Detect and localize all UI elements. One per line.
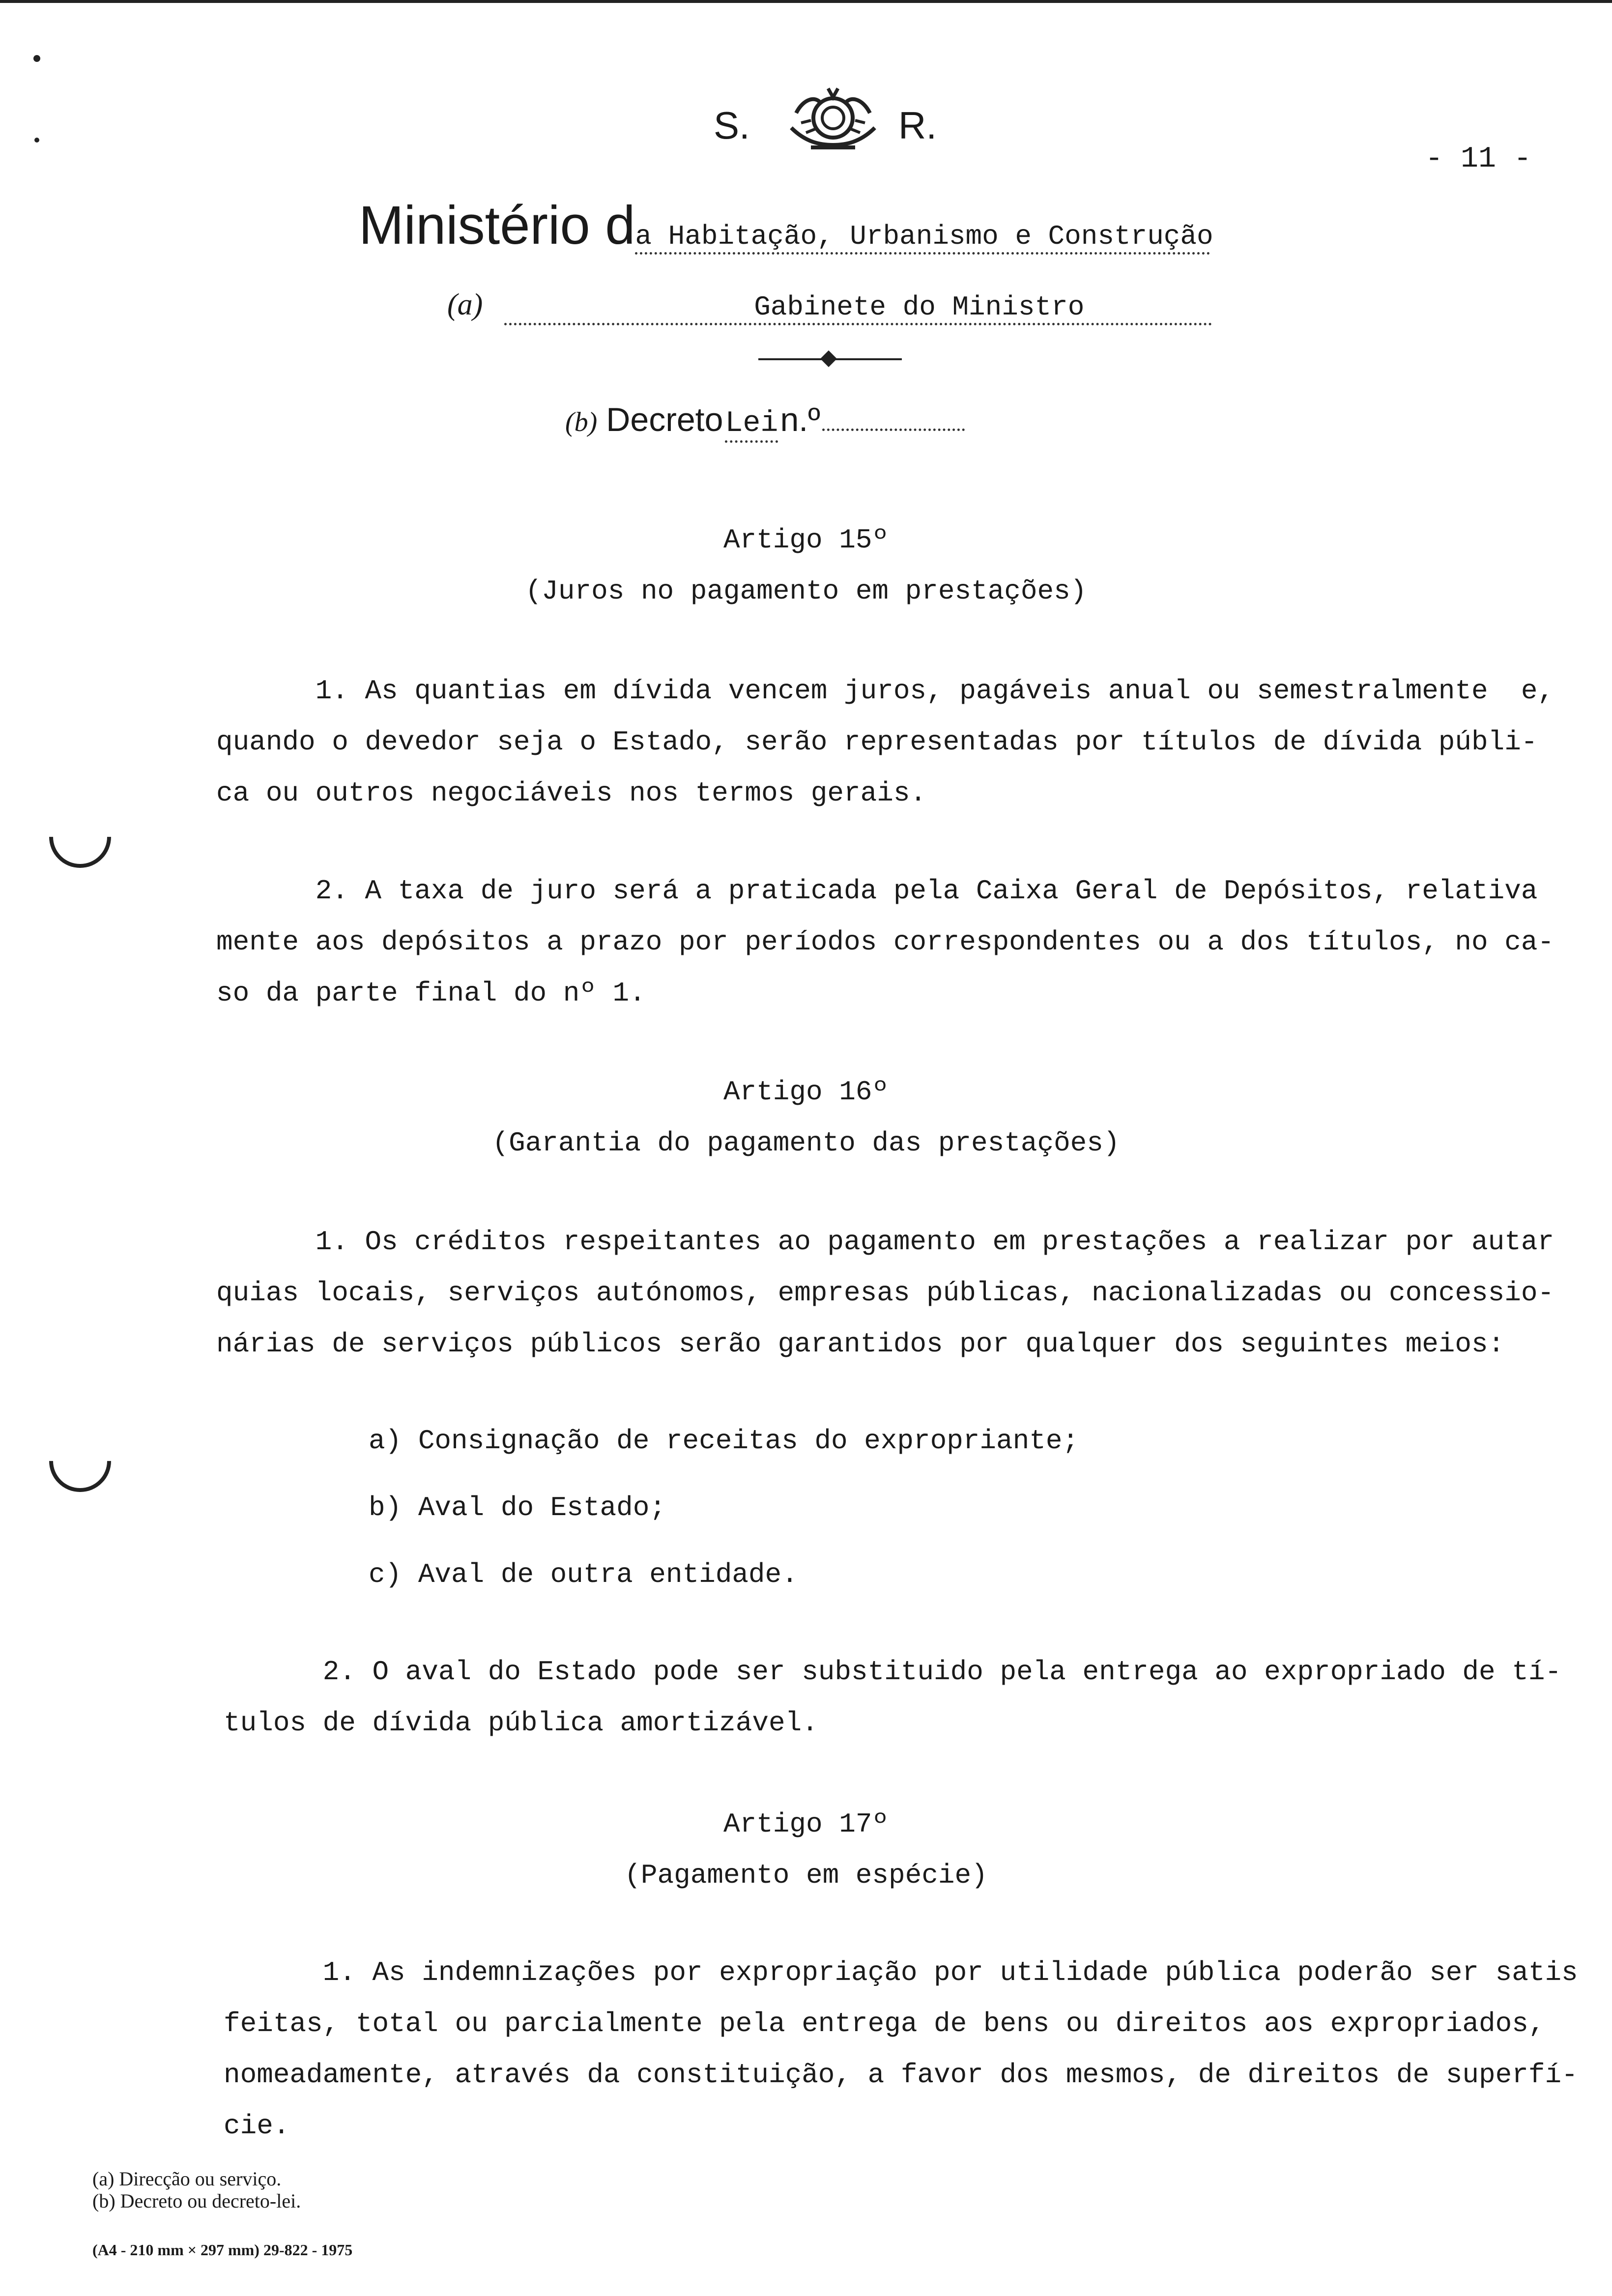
paragraph-line: ca ou outros negociáveis nos termos gerais. [216, 777, 927, 809]
footnote: (b) Decreto ou decreto-lei. [92, 2190, 301, 2212]
punch-hole-arc [36, 793, 124, 881]
top-border-line [0, 0, 1612, 3]
article-subtitle: (Pagamento em espécie) [624, 1860, 988, 1891]
list-item: b) Aval do Estado; [369, 1492, 666, 1523]
decree-number-field [822, 429, 965, 431]
letterhead-left-letter: S. [714, 104, 750, 147]
punch-hole-arc [36, 1417, 124, 1505]
paragraph-line: mente aos depósitos a prazo por períodos correspondentes ou a dos títulos, no ca- [216, 926, 1554, 958]
coat-of-arms-emblem [781, 84, 885, 160]
page-number: - 11 - [1425, 143, 1532, 176]
footnote-marker-a: (a) [447, 288, 483, 321]
paragraph-line: feitas, total ou parcialmente pela entrega de bens ou direitos aos expropriados, [224, 2008, 1545, 2039]
article-subtitle: (Garantia do pagamento das prestações) [492, 1127, 1120, 1159]
paragraph-line: tulos de dívida pública amortizável. [224, 1707, 818, 1739]
article-title: Artigo 16º [723, 1076, 889, 1108]
article-title: Artigo 15º [723, 524, 889, 556]
paragraph-line: cie. [224, 2110, 290, 2142]
divider-diamond [820, 350, 837, 367]
paragraph-line: 1. As indemnizações por expropriação por utilidade pública poderão ser satis [224, 1957, 1578, 1988]
office-name: Gabinete do Ministro [754, 291, 1085, 323]
form-code: (A4 - 210 mm × 297 mm) 29-822 - 1975 [92, 2241, 353, 2259]
ministry-name: a Habitação, Urbanismo e Construção [635, 221, 1213, 252]
paragraph-line: 2. A taxa de juro será a praticada pela Caixa Geral de Depósitos, relativa [216, 875, 1538, 907]
ministry-line [359, 194, 1213, 257]
list-item: a) Consignação de receitas do expropriante; [369, 1425, 1079, 1457]
footnote: (a) Direcção ou serviço. [92, 2168, 282, 2190]
letterhead-right-letter: R. [898, 104, 937, 147]
paragraph-line: 2. O aval do Estado pode ser substituido pela entrega ao expropriado de tí- [224, 1656, 1562, 1688]
article-subtitle: (Juros no pagamento em prestações) [525, 575, 1087, 607]
decree-type: Lei [725, 407, 778, 443]
decree-number-label: n.º [780, 401, 820, 438]
ministry-prefix: Ministério d [359, 195, 635, 256]
paragraph-line: 1. Os créditos respeitantes ao pagamento em prestações a realizar por autar [216, 1226, 1554, 1258]
scan-dot-mark [34, 138, 39, 143]
paragraph-line: quando o devedor seja o Estado, serão representadas por títulos de dívida públi- [216, 726, 1538, 758]
decree-prefix: Decreto [606, 401, 723, 438]
office-line [447, 287, 1212, 325]
paragraph-line: quias locais, serviços autónomos, empresas públicas, nacionalizadas ou concessio- [216, 1277, 1554, 1309]
article-title: Artigo 17º [723, 1808, 889, 1840]
paragraph-line: so da parte final do nº 1. [216, 977, 646, 1009]
ministry-name-field [635, 221, 1213, 255]
decree-line [565, 401, 965, 440]
list-item: c) Aval de outra entidade. [369, 1559, 798, 1590]
paragraph-line: nárias de serviços públicos serão garantidos por qualquer dos seguintes meios: [216, 1328, 1505, 1360]
paragraph-line: 1. As quantias em dívida vencem juros, pagáveis anual ou semestralmente e, [216, 675, 1554, 707]
footnote-marker-b: (b) [565, 407, 598, 437]
office-field [504, 291, 1212, 325]
scan-dot-mark [33, 55, 40, 62]
paragraph-line: nomeadamente, através da constituição, a favor dos mesmos, de direitos de superfí- [224, 2059, 1578, 2091]
